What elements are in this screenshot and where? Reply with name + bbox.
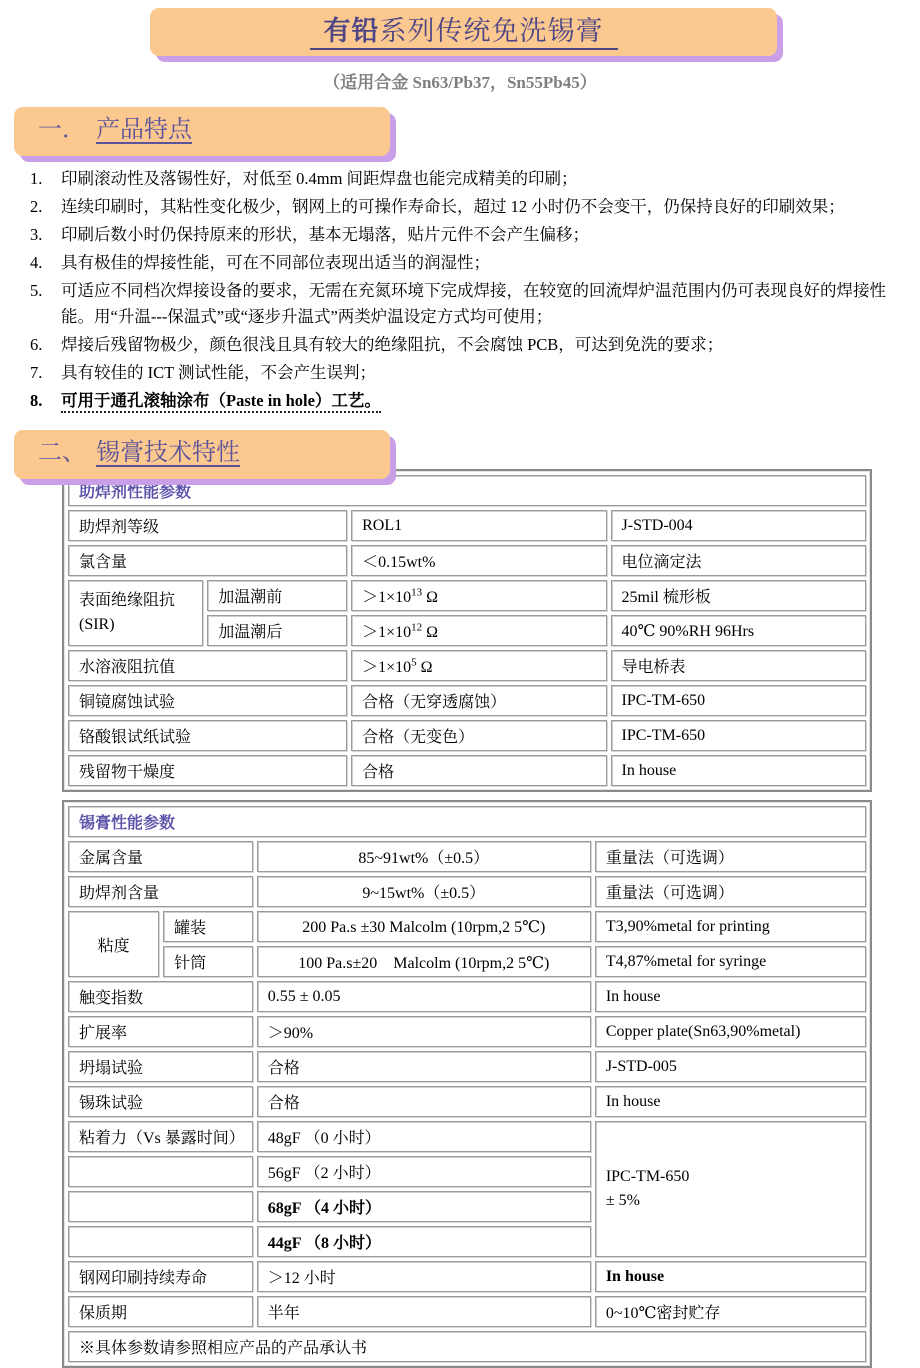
feature-item-paste-in-hole (30, 388, 912, 414)
param-value-cell: 56gF （2 小时） (257, 1156, 591, 1187)
table-row (68, 545, 866, 576)
param-name-cell: 锡珠试验 (68, 1086, 253, 1117)
param-method-cell: T4,87%metal for syringe (595, 946, 866, 977)
feature-text: 具有较佳的 ICT 测试性能，不会产生误判； (61, 363, 377, 382)
param-value-cell: 合格 (257, 1051, 591, 1082)
param-method-cell: 40℃ 90%RH 96Hrs (611, 615, 866, 646)
param-name-cell: 氯含量 (68, 545, 347, 576)
param-name-cell: 坍塌试验 (68, 1051, 253, 1082)
flux-parameters-table (62, 469, 872, 792)
feature-number: 4. (30, 253, 43, 272)
table-row (68, 946, 866, 977)
param-method-cell: 导电桥表 (611, 650, 866, 681)
section1-number: 一． (38, 117, 86, 143)
table-row (68, 755, 866, 786)
title-banner (150, 8, 777, 56)
param-value-cell: 48gF （0 小时） (257, 1121, 591, 1152)
section1-banner (14, 107, 390, 156)
table-row (68, 911, 866, 942)
section2-number: 二、 (38, 440, 86, 466)
param-value-cell: 0.55 ± 0.05 (257, 981, 591, 1012)
feature-item (30, 250, 912, 276)
table-row (68, 1121, 866, 1152)
param-value-cell: 半年 (257, 1296, 591, 1327)
page-title (310, 16, 618, 50)
param-value-cell: 68gF （4 小时） (257, 1191, 591, 1222)
feature-number: 2. (30, 197, 43, 216)
param-method-cell: IPC-TM-650 (611, 720, 866, 751)
table-row (68, 1016, 866, 1047)
param-method-cell: IPC-TM-650 (611, 685, 866, 716)
param-value-cell: 合格 (257, 1086, 591, 1117)
param-value-cell: $>1\times 10^5$ Ω (351, 650, 606, 681)
feature-list (30, 166, 912, 414)
table-row (68, 580, 866, 611)
page-title-bold: 有铅 (323, 16, 380, 46)
feature-item (30, 360, 912, 386)
param-value-cell: 合格 (351, 755, 606, 786)
feature-item (30, 222, 912, 248)
feature-number: 1. (30, 169, 43, 188)
param-value-cell: ROL1 (351, 510, 606, 541)
flux-table-header: 助焊剂性能参数 (68, 475, 866, 506)
param-value-cell: 100 Pa.s±20 Malcolm (10rpm,2 5℃) (257, 946, 591, 977)
param-method-cell: J-STD-005 (595, 1051, 866, 1082)
feature-text: 可用于通孔滚轴涂布（Paste in hole）工艺。 (61, 388, 912, 414)
paste-parameters-table (62, 800, 872, 1368)
section2-title: 锡膏技术特性 (96, 440, 240, 466)
section1-title: 产品特点 (96, 117, 192, 143)
param-name-cell (68, 1156, 253, 1187)
param-subname-cell: 加温潮后 (207, 615, 347, 646)
param-name-cell: 钢网印刷持续寿命 (68, 1261, 253, 1292)
param-name-cell: 助焊剂等级 (68, 510, 347, 541)
param-method-cell: 重量法（可选调） (595, 876, 866, 907)
param-name-cell: 金属含量 (68, 841, 253, 872)
param-method-cell: In house (595, 981, 866, 1012)
param-name-cell: 铜镜腐蚀试验 (68, 685, 347, 716)
param-value-cell: $>1\times 10^{13}$ Ω (351, 580, 606, 611)
param-method-cell: 25mil 梳形板 (611, 580, 866, 611)
table-row (68, 981, 866, 1012)
param-method-cell: T3,90%metal for printing (595, 911, 866, 942)
param-subname-cell: 罐装 (163, 911, 253, 942)
param-method-cell: Copper plate(Sn63,90%metal) (595, 1016, 866, 1047)
param-method-cell: 电位滴定法 (611, 545, 866, 576)
param-method-cell: 0~10℃密封贮存 (595, 1296, 866, 1327)
param-name-cell: 扩展率 (68, 1016, 253, 1047)
table-footnote: ※具体参数请参照相应产品的产品承认书 (68, 1331, 866, 1362)
param-name-cell: 粘着力（Vs 暴露时间） (68, 1121, 253, 1152)
param-name-cell: 助焊剂含量 (68, 876, 253, 907)
table-row (68, 1261, 866, 1292)
table-row (68, 650, 866, 681)
param-value-cell: 200 Pa.s ±30 Malcolm (10rpm,2 5℃) (257, 911, 591, 942)
feature-text: 印刷后数小时仍保持原来的形状，基本无塌落，贴片元件不会产生偏移； (61, 225, 589, 244)
section2-banner (14, 430, 390, 479)
param-name-cell (68, 1226, 253, 1257)
param-name-cell: 保质期 (68, 1296, 253, 1327)
param-value-cell: 85~91wt%（±0.5） (257, 841, 591, 872)
feature-item (30, 166, 912, 192)
param-value-cell: ＞12 小时 (257, 1261, 591, 1292)
param-name-cell-sir: 表面绝缘阻抗 (SIR) (68, 580, 203, 646)
param-name-cell: 残留物干燥度 (68, 755, 347, 786)
feature-item (30, 194, 912, 220)
param-value-cell: 合格（无变色） (351, 720, 606, 751)
table-row (68, 1051, 866, 1082)
feature-text: 印刷滚动性及落锡性好，对低至 0.4mm 间距焊盘也能完成精美的印刷； (61, 169, 578, 188)
feature-number: 3. (30, 225, 43, 244)
param-name-cell: 铬酸银试纸试验 (68, 720, 347, 751)
param-name-cell: 水溶液阻抗值 (68, 650, 347, 681)
param-value-cell: $>1\times 10^{12}$ Ω (351, 615, 606, 646)
feature-item (30, 278, 912, 330)
param-method-cell: 重量法（可选调） (595, 841, 866, 872)
param-method-cell: In house (595, 1261, 866, 1292)
alloy-subtitle: （适用合金 Sn63/Pb37，Sn55Pb45） (323, 73, 597, 92)
table-row (68, 1086, 866, 1117)
param-name-cell (68, 1191, 253, 1222)
table-row (68, 685, 866, 716)
feature-text: 连续印刷时，其粘性变化极少，钢网上的可操作寿命长，超过 12 小时仍不会变干，仍保持良好的印刷效果； (61, 197, 845, 216)
param-method-cell: In house (595, 1086, 866, 1117)
paste-table-header: 锡膏性能参数 (68, 806, 866, 837)
param-value-cell: ＞90% (257, 1016, 591, 1047)
param-method-cell: J-STD-004 (611, 510, 866, 541)
param-value-cell: 合格（无穿透腐蚀） (351, 685, 606, 716)
param-value-cell: ＜0.15wt% (351, 545, 606, 576)
feature-number: 8. (30, 391, 43, 410)
param-value-cell: 9~15wt%（±0.5） (257, 876, 591, 907)
param-method-cell: In house (611, 755, 866, 786)
feature-item (30, 332, 912, 358)
param-method-cell-tack: IPC-TM-650 ± 5% (595, 1121, 866, 1257)
table-row (68, 876, 866, 907)
table-row (68, 841, 866, 872)
param-subname-cell: 加温潮前 (207, 580, 347, 611)
page-title-rest: 系列传统免洗锡膏 (379, 16, 604, 46)
param-value-cell: 44gF （8 小时） (257, 1226, 591, 1257)
table-row (68, 720, 866, 751)
table-row (68, 1331, 866, 1362)
param-name-cell-viscosity: 粘度 (68, 911, 159, 977)
feature-text: 具有极佳的焊接性能，可在不同部位表现出适当的润湿性； (61, 253, 490, 272)
feature-text: 焊接后残留物极少，颜色很浅且具有较大的绝缘阻抗，不会腐蚀 PCB，可达到免洗的要求； (61, 335, 724, 354)
table-row (68, 510, 866, 541)
param-subname-cell: 针筒 (163, 946, 253, 977)
feature-number: 7. (30, 363, 43, 382)
flux-table-wrap (62, 469, 872, 1368)
feature-number: 6. (30, 335, 43, 354)
param-name-cell: 触变指数 (68, 981, 253, 1012)
feature-number: 5. (30, 281, 43, 300)
feature-text: 可适应不同档次焊接设备的要求，无需在充氮环境下完成焊接，在较宽的回流焊炉温范围内仍可表现良好的焊接性能。用“升温---保温式”或“逐步升温式”两类炉温设定方式均可使用； (61, 281, 886, 326)
